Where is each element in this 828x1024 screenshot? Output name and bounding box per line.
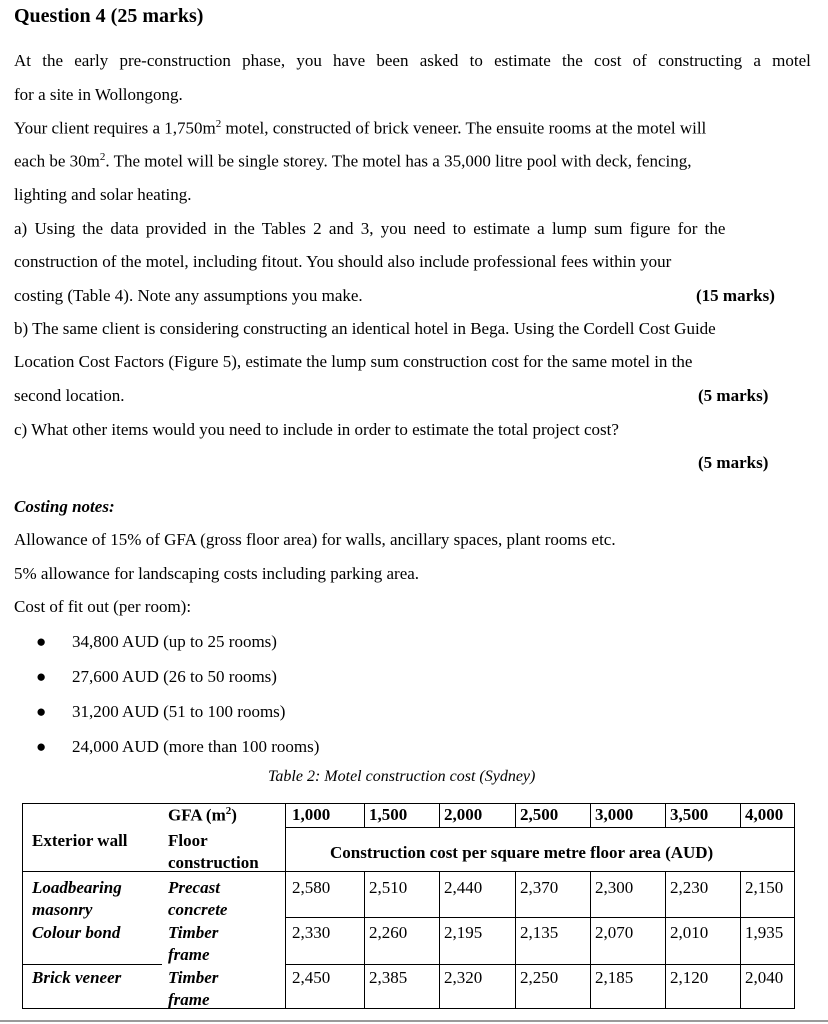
part-a-line-2: construction of the motel, including fitout. You should also include professional fees within your bbox=[14, 252, 672, 271]
cost-cell: 2,150 bbox=[745, 878, 784, 897]
table-grid-line bbox=[364, 871, 365, 1009]
intro-word: constructing bbox=[658, 51, 743, 70]
gfa-value: 3,500 bbox=[670, 805, 709, 824]
cost-cell: 2,195 bbox=[444, 923, 483, 942]
cost-cell: 2,135 bbox=[520, 923, 559, 942]
table-grid-line bbox=[439, 803, 440, 827]
intro-line-1 bbox=[14, 51, 811, 71]
floor-construction-cell: Timber bbox=[168, 923, 219, 942]
part-b-line-2: Location Cost Factors (Figure 5), estimate the lump sum construction cost for the same motel in the bbox=[14, 352, 693, 371]
intro-word: of bbox=[632, 51, 647, 70]
table-grid-line bbox=[665, 871, 666, 1009]
table-border bbox=[22, 803, 23, 1009]
floor-construction-cell: concrete bbox=[168, 900, 228, 919]
exterior-wall-cell: Loadbearing bbox=[32, 878, 122, 897]
floor-construction-cell: frame bbox=[168, 990, 210, 1009]
page-divider bbox=[0, 1020, 828, 1022]
table-grid-line bbox=[740, 803, 741, 827]
table-grid-line bbox=[515, 803, 516, 827]
cost-cell: 2,320 bbox=[444, 968, 483, 987]
gfa-header: GFA $(m^2)$ bbox=[168, 805, 237, 825]
part-c-line-1: c) What other items would you need to include in order to estimate the total project cost? bbox=[14, 420, 619, 439]
cost-cell: 2,300 bbox=[595, 878, 634, 897]
gfa-value: 3,000 bbox=[595, 805, 634, 824]
part-b-line-1: b) The same client is considering constructing an identical hotel in Bega. Using the Cordell Cost Guide bbox=[14, 319, 716, 338]
table-grid-line bbox=[665, 803, 666, 827]
cost-cell: 2,580 bbox=[292, 878, 331, 897]
cost-cell: 2,070 bbox=[595, 923, 634, 942]
gfa-value: 2,000 bbox=[444, 805, 483, 824]
cost-cell: 2,260 bbox=[369, 923, 408, 942]
intro-word: estimate bbox=[494, 51, 551, 70]
gfa-value: 4,000 bbox=[745, 805, 784, 824]
table-grid-line bbox=[590, 871, 591, 1009]
question-heading: Question 4 (25 marks) bbox=[14, 5, 204, 27]
cost-cell: 2,040 bbox=[745, 968, 784, 987]
cost-cell: 2,330 bbox=[292, 923, 331, 942]
table-grid-line bbox=[285, 827, 795, 828]
table-border bbox=[794, 803, 795, 1009]
bullet-icon: ● bbox=[36, 632, 47, 651]
cost-cell: 2,440 bbox=[444, 878, 483, 897]
cost-cell: 2,385 bbox=[369, 968, 408, 987]
intro-word: to bbox=[469, 51, 483, 70]
table-grid-line bbox=[364, 803, 365, 827]
intro-word: cost bbox=[594, 51, 622, 70]
exterior-wall-cell: masonry bbox=[32, 900, 93, 919]
table-grid-line bbox=[285, 917, 795, 918]
cost-cell: 2,010 bbox=[670, 923, 709, 942]
intro-word: motel bbox=[772, 51, 811, 70]
intro-line-2: for a site in Wollongong. bbox=[14, 85, 183, 104]
intro-line-4: each be $30m^2$. The motel will be single storey. The motel has a 35,000 litre pool with deck, fencing, bbox=[14, 151, 692, 171]
intro-word: have bbox=[333, 51, 366, 70]
table-grid-line bbox=[285, 803, 286, 1009]
costing-note-landscaping: 5% allowance for landscaping costs including parking area. bbox=[14, 564, 420, 583]
intro-word: pre-construction bbox=[119, 51, 231, 70]
fitout-item: 34,800 AUD (up to 25 rooms) bbox=[72, 632, 277, 651]
gfa-value: 1,000 bbox=[292, 805, 331, 824]
fitout-item: 27,600 AUD (26 to 50 rooms) bbox=[72, 667, 277, 686]
exterior-wall-cell: Brick veneer bbox=[32, 968, 122, 987]
floor-construction-header: construction bbox=[168, 853, 259, 872]
exterior-wall-header: Exterior wall bbox=[32, 831, 128, 850]
cost-cell: 2,510 bbox=[369, 878, 408, 897]
table-grid-line bbox=[590, 803, 591, 827]
floor-construction-cell: frame bbox=[168, 945, 210, 964]
exterior-wall-cell: Colour bond bbox=[32, 923, 121, 942]
motel-cost-table bbox=[22, 803, 795, 1009]
intro-word: early bbox=[74, 51, 109, 70]
intro-word: a bbox=[753, 51, 761, 70]
intro-word: the bbox=[562, 51, 583, 70]
cost-cell: 2,120 bbox=[670, 968, 709, 987]
gfa-value: 2,500 bbox=[520, 805, 559, 824]
intro-line-5: lighting and solar heating. bbox=[14, 185, 192, 204]
fitout-item: 31,200 AUD (51 to 100 rooms) bbox=[72, 702, 286, 721]
intro-word: phase, bbox=[242, 51, 286, 70]
cost-cell: 2,185 bbox=[595, 968, 634, 987]
gfa-value: 1,500 bbox=[369, 805, 408, 824]
costing-note-gfa: Allowance of 15% of GFA (gross floor area) for walls, ancillary spaces, plant rooms etc. bbox=[14, 530, 616, 549]
table-caption: Table 2: Motel construction cost (Sydney) bbox=[268, 768, 536, 785]
bullet-icon: ● bbox=[36, 702, 47, 721]
part-a-line-3: costing (Table 4). Note any assumptions you make. bbox=[14, 286, 363, 305]
table-grid-line bbox=[22, 964, 162, 965]
intro-word: At bbox=[14, 51, 31, 70]
intro-word: asked bbox=[419, 51, 459, 70]
table-grid-line bbox=[740, 871, 741, 1009]
table-border bbox=[22, 1008, 795, 1009]
cost-cell: 2,230 bbox=[670, 878, 709, 897]
cost-cell: 2,370 bbox=[520, 878, 559, 897]
fitout-item: 24,000 AUD (more than 100 rooms) bbox=[72, 737, 320, 756]
cost-cell: 2,450 bbox=[292, 968, 331, 987]
cost-cell: 2,250 bbox=[520, 968, 559, 987]
part-a-marks: (15 marks) bbox=[696, 286, 775, 305]
part-b-marks: (5 marks) bbox=[698, 386, 769, 405]
floor-construction-header: Floor bbox=[168, 831, 208, 850]
cost-subheader: Construction cost per square metre floor area (AUD) bbox=[330, 843, 714, 862]
table-grid-line bbox=[285, 964, 795, 965]
intro-word: been bbox=[376, 51, 409, 70]
intro-word: you bbox=[296, 51, 322, 70]
bullet-icon: ● bbox=[36, 737, 47, 756]
part-c-marks: (5 marks) bbox=[698, 453, 769, 472]
table-border bbox=[22, 803, 795, 804]
intro-line-3: Your client requires a $1,750m^2$ motel, constructed of brick veneer. The ensuite rooms at the motel will bbox=[14, 118, 707, 138]
table-grid-line bbox=[439, 871, 440, 1009]
intro-word: the bbox=[42, 51, 64, 70]
costing-note-fitout: Cost of fit out (per room): bbox=[14, 597, 192, 616]
costing-notes-title: Costing notes: bbox=[14, 497, 115, 516]
table-grid-line bbox=[22, 871, 795, 872]
part-b-line-3: second location. bbox=[14, 386, 125, 405]
table-grid-line bbox=[515, 871, 516, 1009]
cost-cell: 1,935 bbox=[745, 923, 784, 942]
floor-construction-cell: Timber bbox=[168, 968, 219, 987]
bullet-icon: ● bbox=[36, 667, 47, 686]
part-a-line-1: a) Using the data provided in the Tables 2 and 3, you need to estimate a lump sum figure for the bbox=[14, 219, 726, 238]
floor-construction-cell: Precast bbox=[168, 878, 220, 897]
